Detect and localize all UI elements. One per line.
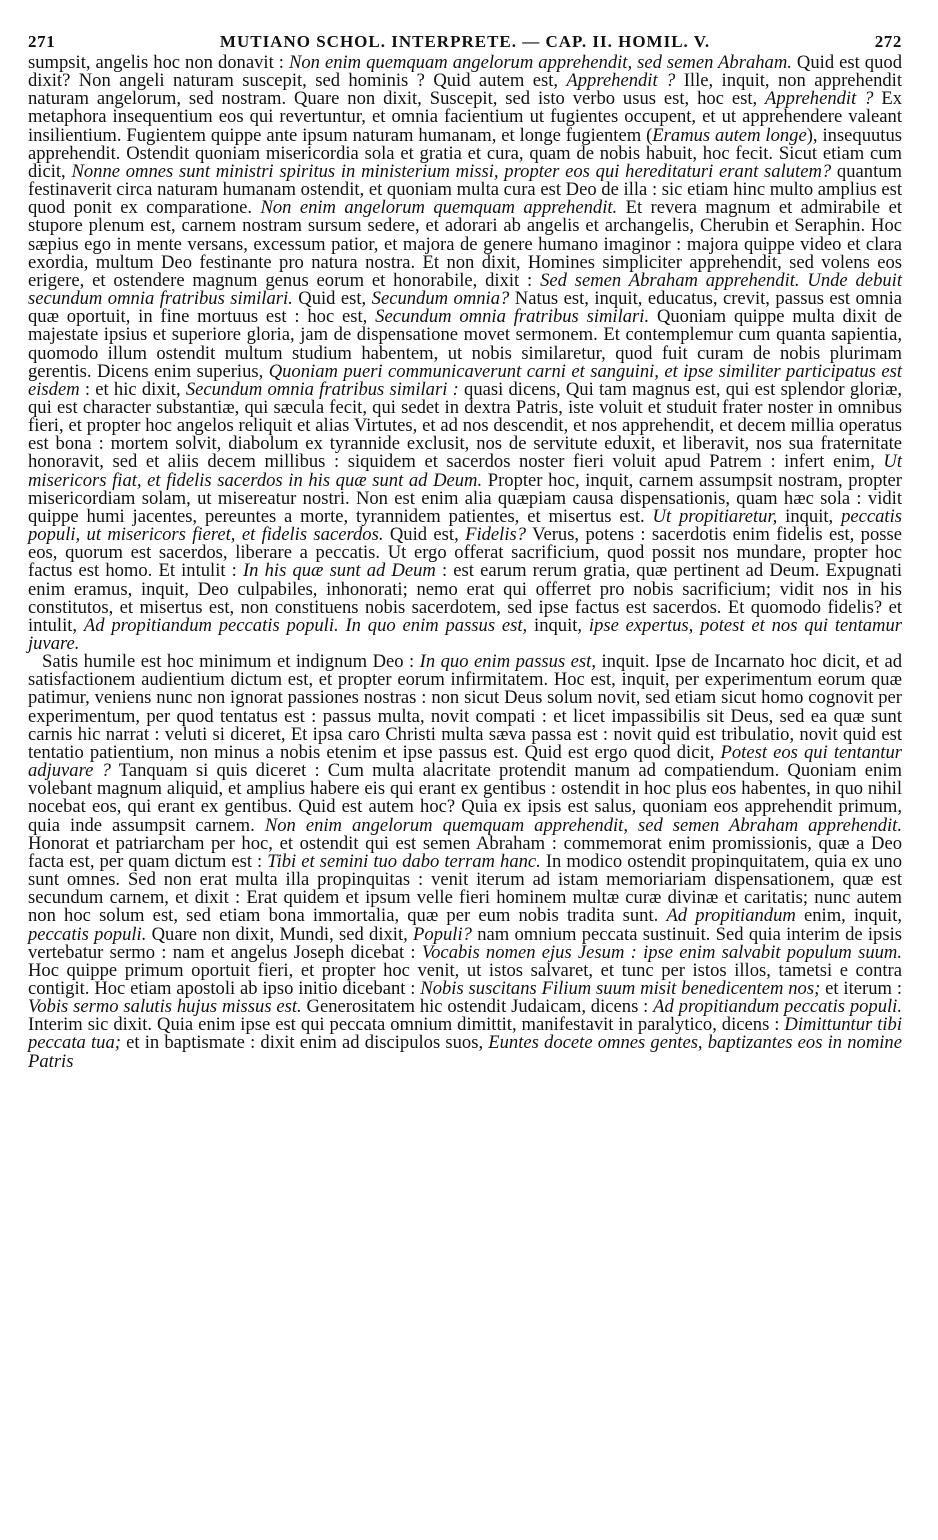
italic-quotation: Quoniam pueri communicaverunt carni et sanguini, et ipse similiter participatus est eisdem <box>28 360 902 400</box>
text-run: Propter hoc, inquit, carnem assumpsit nostram, propter misericordiam solam, ut misereatur nostri. Non est enim alia quæpiam causa dispensationis, quam hæc sola : vidit quippe humi jacentes, pereuntes a morte, tyrannidem patientes, et misertus est. <box>28 469 902 527</box>
italic-quotation: Secundum omnia? <box>371 288 510 310</box>
text-run: Quid est, <box>383 524 466 546</box>
running-head <box>28 30 902 54</box>
italic-quotation: In quo enim passus est <box>419 651 592 673</box>
italic-quotation: In his quæ sunt ad Deum <box>242 560 436 582</box>
text-run: Tanquam si quis diceret : Cum multa alacritate protendit manum ad compatiendum. Quoniam enim volebant magnum aliquid, et amplius habere eis qui erant ex gentibus : ostendit in hoc plus eos habentes, in quo nihil nocebat eos, qui erant ex gentibus. Quid est autem hoc? Quia ex ipsis est salus, quoniam eos apprehendit primum, quia inde assumpsit carnem. <box>28 760 902 836</box>
italic-quotation: Nobis suscitans Filium suum misit benedicentem nos; <box>420 977 821 999</box>
body-text <box>28 54 902 1071</box>
text-run: Generositatem hic ostendit Judaicam, dicens : <box>301 996 654 1018</box>
italic-quotation: Tibi et semini tuo dabo terram hanc. <box>267 850 541 872</box>
text-run: enim, inquit, <box>795 905 903 927</box>
paragraph <box>28 54 902 653</box>
italic-quotation: Ad propitiandum <box>666 905 796 927</box>
italic-quotation: Vobis sermo salutis hujus missus est. <box>28 996 302 1018</box>
text-run: inquit, <box>777 505 842 527</box>
italic-quotation: Apprehendit ? <box>765 88 874 110</box>
page-number-left: 271 <box>28 32 56 51</box>
text-run: In modico ostendit propinquitatem, quia ex uno sunt omnes. Sed non erat multa illa propinquitas : venit iterum ad istam memoriariam dispensationem, quæ est secundum carnem, et dixit : Erat quidem et ipsum velle fieri hominem multæ curæ divinæ et caritatis; nunc autem non hoc solum est, sed etiam bona immortalia, quæ per eum nobis tradita sunt. <box>28 850 902 927</box>
italic-quotation: Vocabis nomen ejus Jesum : ipse enim salvabit populum suum. <box>421 941 902 963</box>
text-run: : est earum rerum gratia, quæ pertinent ad Deum. Expugnati enim eramus, inquit, Deo culpabiles, inhonorati; nemo erat qui offerret pro nobis sacrificium; vidit nos in his constitutos, et misertus est, non constituens nobis sacerdotem, sed ipse factus est sacerdos. Et quomodo fidelis? et intulit, <box>28 560 902 636</box>
text-run: inquit, <box>527 614 589 636</box>
paragraph <box>28 653 902 1071</box>
italic-quotation: Non enim angelorum quemquam apprehendit. <box>260 197 618 219</box>
text-run: Ex metaphora insequentium eos qui revertuntur, et omnia facientium ut fugientes occupent, et ut apprehendere valeant insilientium. Fugientem quippe ante ipsum naturam humanam, et longe fugientem ( <box>28 88 903 146</box>
text-run: Satis humile est hoc minimum et indignum Deo : <box>42 651 420 673</box>
text-run: et iterum : <box>820 977 902 999</box>
text-run: et in baptismate : dixit enim ad discipulos suos, <box>120 1032 489 1054</box>
italic-quotation: Secundum omnia fratribus similari. <box>375 306 650 328</box>
page-number-right: 272 <box>874 32 902 51</box>
italic-quotation: peccatis populi. <box>28 923 147 945</box>
italic-quotation: Potest eos qui tentantur adjuvare ? <box>28 741 902 782</box>
italic-quotation: Ad propitiandum peccatis populi. In quo enim passus est, <box>83 614 528 636</box>
italic-quotation: Ut propitiaretur, <box>652 505 778 527</box>
text-run: sumpsit, angelis hoc non donavit : <box>28 52 289 73</box>
italic-quotation: Ad propitiandum peccatis populi. <box>653 996 902 1018</box>
italic-quotation: peccatis populi, ut misericors fieret, et fidelis sacerdos. <box>28 505 902 546</box>
italic-quotation: Non enim quemquam angelorum apprehendit, sed semen Abraham. <box>288 52 792 73</box>
text-run: Quare non dixit, Mundi, sed dixit, <box>146 923 414 945</box>
text-run: Quid est, <box>292 288 372 310</box>
italic-quotation: Secundum omnia fratribus similari : <box>185 378 459 400</box>
italic-quotation: Nonne omnes sunt ministri spiritus in ministerium missi, propter eos qui hereditaturi erant salutem? <box>71 160 832 182</box>
italic-quotation: Non enim angelorum quemquam apprehendit, sed semen Abraham apprehendit. <box>264 814 902 836</box>
italic-quotation: Sed semen Abraham apprehendit. Unde debuit secundum omnia fratribus similari. <box>28 269 902 310</box>
italic-quotation: Fidelis? <box>465 524 527 546</box>
text-run: , inquit. Ipse de Incarnato hoc dicit, et ad satisfactionem audientium dictum est, et propter eorum infirmitatem. Hoc est, inquit, per experimentum eorum quæ patimur, veniens nunc non ignorat passiones nostras : non sicut Deus solum novit, sed etiam sicut homo cognovit per experimentum, per quod tentatus est : passus multa, novit compati : et licet impassibilis sit Deus, sed ea quæ sunt carnis hic narrat : veluti si diceret, Et ipsa caro Christi multa sæva passa est : novit quid est tribulatio, novit quid est tentatio patientium, non minus a nobis etenim et ipse passus est. Quid est ergo quod dicit, <box>28 651 902 763</box>
italic-quotation: ipse expertus, potest et nos qui tentamur juvare. <box>28 614 902 654</box>
text-run: quasi dicens, Qui tam magnus est, qui est splendor gloriæ, qui est character substantiæ, qui sæcula fecit, qui sedet in dextra Patris, iste voluit et studuit frater noster in omnibus fieri, et propter hoc angelos reliquit et alias Virtutes, et ad nos descendit, et nos apprehendit, et decem millia operatus est bona : mortem solvit, diabolum ex tyrannide exclusit, nos de servitute eduxit, et liberavit, nos sua fraternitate honoravit, sed et aliis decem millibus : siquidem et sacerdos noster fieri voluit apud Patrem : infert enim, <box>28 378 902 473</box>
italic-quotation: Eramus autem longe <box>652 124 807 146</box>
text-run: Ille, inquit, non apprehendit naturam angelorum, sed nostram. Quare non dixit, Suscepit, sed isto verbo usus est, hoc est, <box>28 70 902 110</box>
italic-quotation: Dimittuntur tibi peccata tua; <box>28 1014 902 1054</box>
text-run: Quoniam quippe multa dixit de majestate ipsius et superiore gloria, jam de dispensatione movet sermonem. Et contemplemur cum quanta sapientia, quomodo illum ostendit multum studium habentem, ut nobis similaretur, quod fuit curam de nobis plurimam gerentis. Dicens enim superius, <box>28 306 902 382</box>
text-run: Et revera magnum et admirabile et stupore plenum est, carnem nostram sursum sedere, et adorari ab angelis et archangelis, Cherubin et Seraphin. Hoc sæpius ego in mente versans, excessum patior, et majora de genere humano imaginor : majora quippe video et clara exordia, multum Deo festinante pro natura nostra. Et non dixit, Homines simpliciter apprehendit, sed volens eos erigere, et ostendere magnum genus eorum et honorabile, dixit : <box>28 197 903 291</box>
running-title: MUTIANO SCHOL. INTERPRETE. — CAP. II. HOMIL. V. <box>219 32 711 51</box>
text-run: nam omnium peccata sustinuit. Sed quia interim de ipsis vertebatur sermo : nam et angelus Joseph dicebat : <box>28 923 902 963</box>
italic-quotation: Euntes docete omnes gentes, baptizantes eos in nomine Patris <box>28 1032 902 1072</box>
italic-quotation: Populi? <box>413 923 472 945</box>
text-run: Quid est quod dixit? Non angeli naturam suscepit, sed hominis ? Quid autem est, <box>28 52 902 92</box>
italic-quotation: Ut misericors fiat, et fidelis sacerdos in his quæ sunt ad Deum. <box>28 451 902 491</box>
text-run: : et hic dixit, <box>79 378 186 400</box>
text-run: Natus est, inquit, educatus, crevit, passus est omnia quæ oportuit, in fine mortuus est : hoc est, <box>28 288 902 328</box>
text-run: Honorat et patriarcham per hoc, et ostendit qui est semen Abraham : commemorat enim promissionis, quæ a Deo facta est, per quam dictum est : <box>28 832 902 872</box>
text-run: Verus, potens : sacerdotis enim fidelis est, posse eos, quorum est sacerdos, liberare a peccatis. Ut ergo offerat sacrificium, quod possit nos mundare, propter hoc factus est homo. Et intulit : <box>28 524 902 582</box>
text-run: ), insequutus apprehendit. Ostendit quoniam misericordia sola et gratia et cura, quam de nobis habuit, hoc fecit. Sicut etiam cum dicit, <box>28 124 903 182</box>
text-run: Hoc quippe primum oportuit fieri, et propter hoc venit, ut istos salvaret, et tunc per istos illos, tametsi e contra contigit. Hoc etiam apostoli ab ipso initio dicebant : <box>28 959 902 999</box>
text-run: quantum festinaverit circa naturam humanam ostendit, et quoniam multa cura est Deo de illa : sic etiam hinc multo amplius est quod ponit ex comparatione. <box>28 160 903 219</box>
text-run: Interim sic dixit. Quia enim ipse est qui peccata omnium dimittit, manifestavit in paralytico, dicens : <box>28 1014 785 1036</box>
italic-quotation: Apprehendit ? <box>566 70 676 92</box>
